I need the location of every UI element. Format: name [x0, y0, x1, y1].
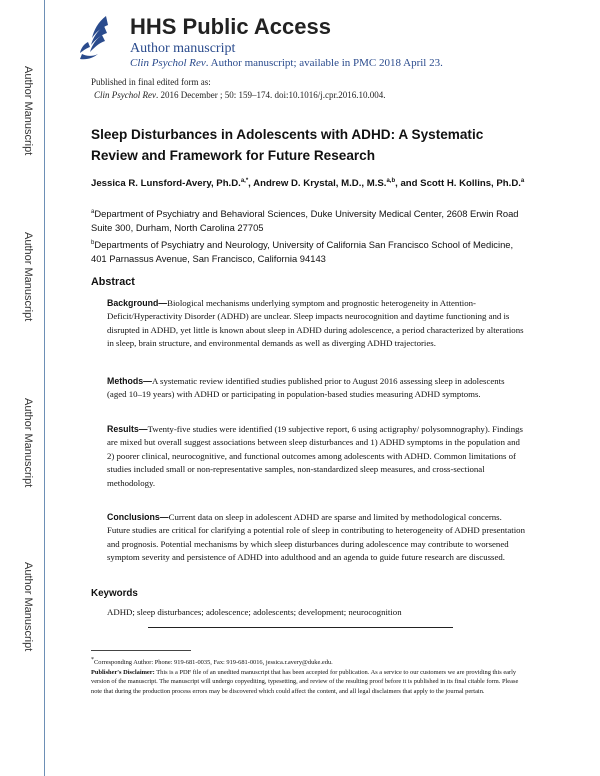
affiliation-a-text: Department of Psychiatry and Behavioral Sciences, Duke University Medical Center, 2608 Erwin Road Suite 300, Durham, North Carolina 27705 [91, 208, 519, 234]
header-subtitle: Author manuscript [130, 41, 236, 56]
keywords-text: ADHD; sleep disturbances; adolescence; adolescents; development; neurocognition [107, 607, 402, 617]
footnote-divider [91, 650, 191, 651]
results-label: Results— [107, 424, 148, 434]
header-journal-availability: . Author manuscript; available in PMC 2018 April 23. [205, 57, 443, 69]
results-text: Twenty-five studies were identified (19 subjective report, 6 using actigraphy/ polysomnography). Findings are mixed but overall suggest associations between sleep disturbances and 1) ADHD symptoms in the population and 2) poorer clinical, neurocognitive, and functional outcomes among adolescents with ADHD. Common limitations of studies included small or non-representative samples, non-standardized sleep measures, and cross-sectional methodology. [107, 424, 523, 488]
abstract-methods [107, 375, 525, 402]
corresponding-text: Corresponding Author: Phone: 919-681-0035, Fax: 919-681-0016, jessica.r.avery@duke.edu. [94, 659, 333, 667]
affiliation-a [91, 205, 531, 235]
author-1-affil: a,* [240, 178, 249, 184]
affiliation-b-text: Departments of Psychiatry and Neurology, University of California San Francisco School of Medicine, 401 Parnassus Avenue, San Francisco, California 94143 [91, 239, 514, 265]
citation-journal: Clin Psychol Rev [94, 90, 156, 100]
author-separator-1: , [248, 178, 254, 190]
disclaimer-label: Publisher's Disclaimer: [91, 669, 155, 676]
abstract-conclusions [107, 511, 525, 565]
author-3-affil: a [520, 178, 525, 184]
publication-citation [91, 89, 385, 102]
conclusions-text: Current data on sleep in adolescent ADHD are sparse and limited by methodological concerns. Future studies are critical for clarifying a potential role of sleep in contributing to heterogeneity of ADHD presentation and prognosis. Potential mechanisms by which sleep disturbances during adolescence may contribute to worsened symptom severity and persistence of ADHD into adulthood and an agenda to guide future research are discussed. [107, 512, 525, 563]
author-separator-2: , and [395, 178, 421, 190]
abstract-results [107, 423, 525, 490]
header-title: HHS Public Access [130, 14, 331, 39]
sidebar-label-1: Author Manuscript [22, 66, 34, 156]
sidebar-label-4: Author Manuscript [22, 562, 34, 652]
background-text: Biological mechanisms underlying symptom and prognostic heterogeneity in Attention-Deficit/Hyperactivity Disorder (ADHD) are unclear. Sleep impacts neurocognition and daytime functioning and is disrupted in ADHD, yet little is known about sleep in ADHD during adolescence, a period characterized by alterations in sleep, brain structure, and environmental demands as well as diverging ADHD trajectories. [107, 298, 524, 349]
abstract-heading: Abstract [91, 276, 135, 288]
conclusions-label: Conclusions— [107, 512, 169, 522]
author-2: Andrew D. Krystal, M.D., M.S. [253, 178, 387, 190]
background-label: Background— [107, 298, 168, 308]
sidebar-label-3: Author Manuscript [22, 398, 34, 488]
corresponding-mark: * [91, 657, 94, 663]
abstract-background [107, 297, 525, 351]
affiliation-a-mark: a [91, 209, 95, 215]
sidebar-label-2: Author Manuscript [22, 232, 34, 322]
publication-block [91, 76, 385, 102]
affiliation-b-mark: b [91, 240, 95, 246]
hhs-eagle-logo-icon [76, 12, 112, 64]
footnote-corresponding [91, 656, 527, 668]
author-3: Scott H. Kollins, Ph.D. [420, 178, 521, 190]
footnote-disclaimer [91, 668, 527, 696]
keywords-divider [148, 627, 453, 628]
article-title: Sleep Disturbances in Adolescents with ADHD: A Systematic Review and Framework for Future Research [91, 127, 484, 163]
header-journal-line [130, 57, 443, 69]
citation-details: . 2016 December ; 50: 159–174. doi:10.1016/j.cpr.2016.10.004. [155, 90, 386, 100]
keywords-heading: Keywords [91, 588, 138, 599]
author-2-affil: a,b [386, 178, 396, 184]
disclaimer-text: This is a PDF file of an unedited manuscript that has been accepted for publication. As a service to our customers we are providing this early version of the manuscript. The manuscript will undergo copyediting, typesetting, and review of the resulting proof before it is published in its final citable form. Please note that during the production process errors may be discovered which could affect the content, and all legal disclaimers that apply to the journal pertain. [91, 669, 519, 695]
affiliation-b [91, 236, 531, 266]
author-list [91, 174, 531, 191]
publication-label: Published in final edited form as: [91, 77, 211, 87]
methods-label: Methods— [107, 376, 152, 386]
sidebar-divider [44, 0, 45, 776]
author-1: Jessica R. Lunsford-Avery, Ph.D. [91, 178, 241, 190]
methods-text: A systematic review identified studies published prior to August 2016 assessing sleep in adolescents (aged 10–19 years) with ADHD or participating in population-based studies measuring ADHD symptoms. [107, 376, 505, 400]
header-journal-name: Clin Psychol Rev [130, 57, 206, 69]
